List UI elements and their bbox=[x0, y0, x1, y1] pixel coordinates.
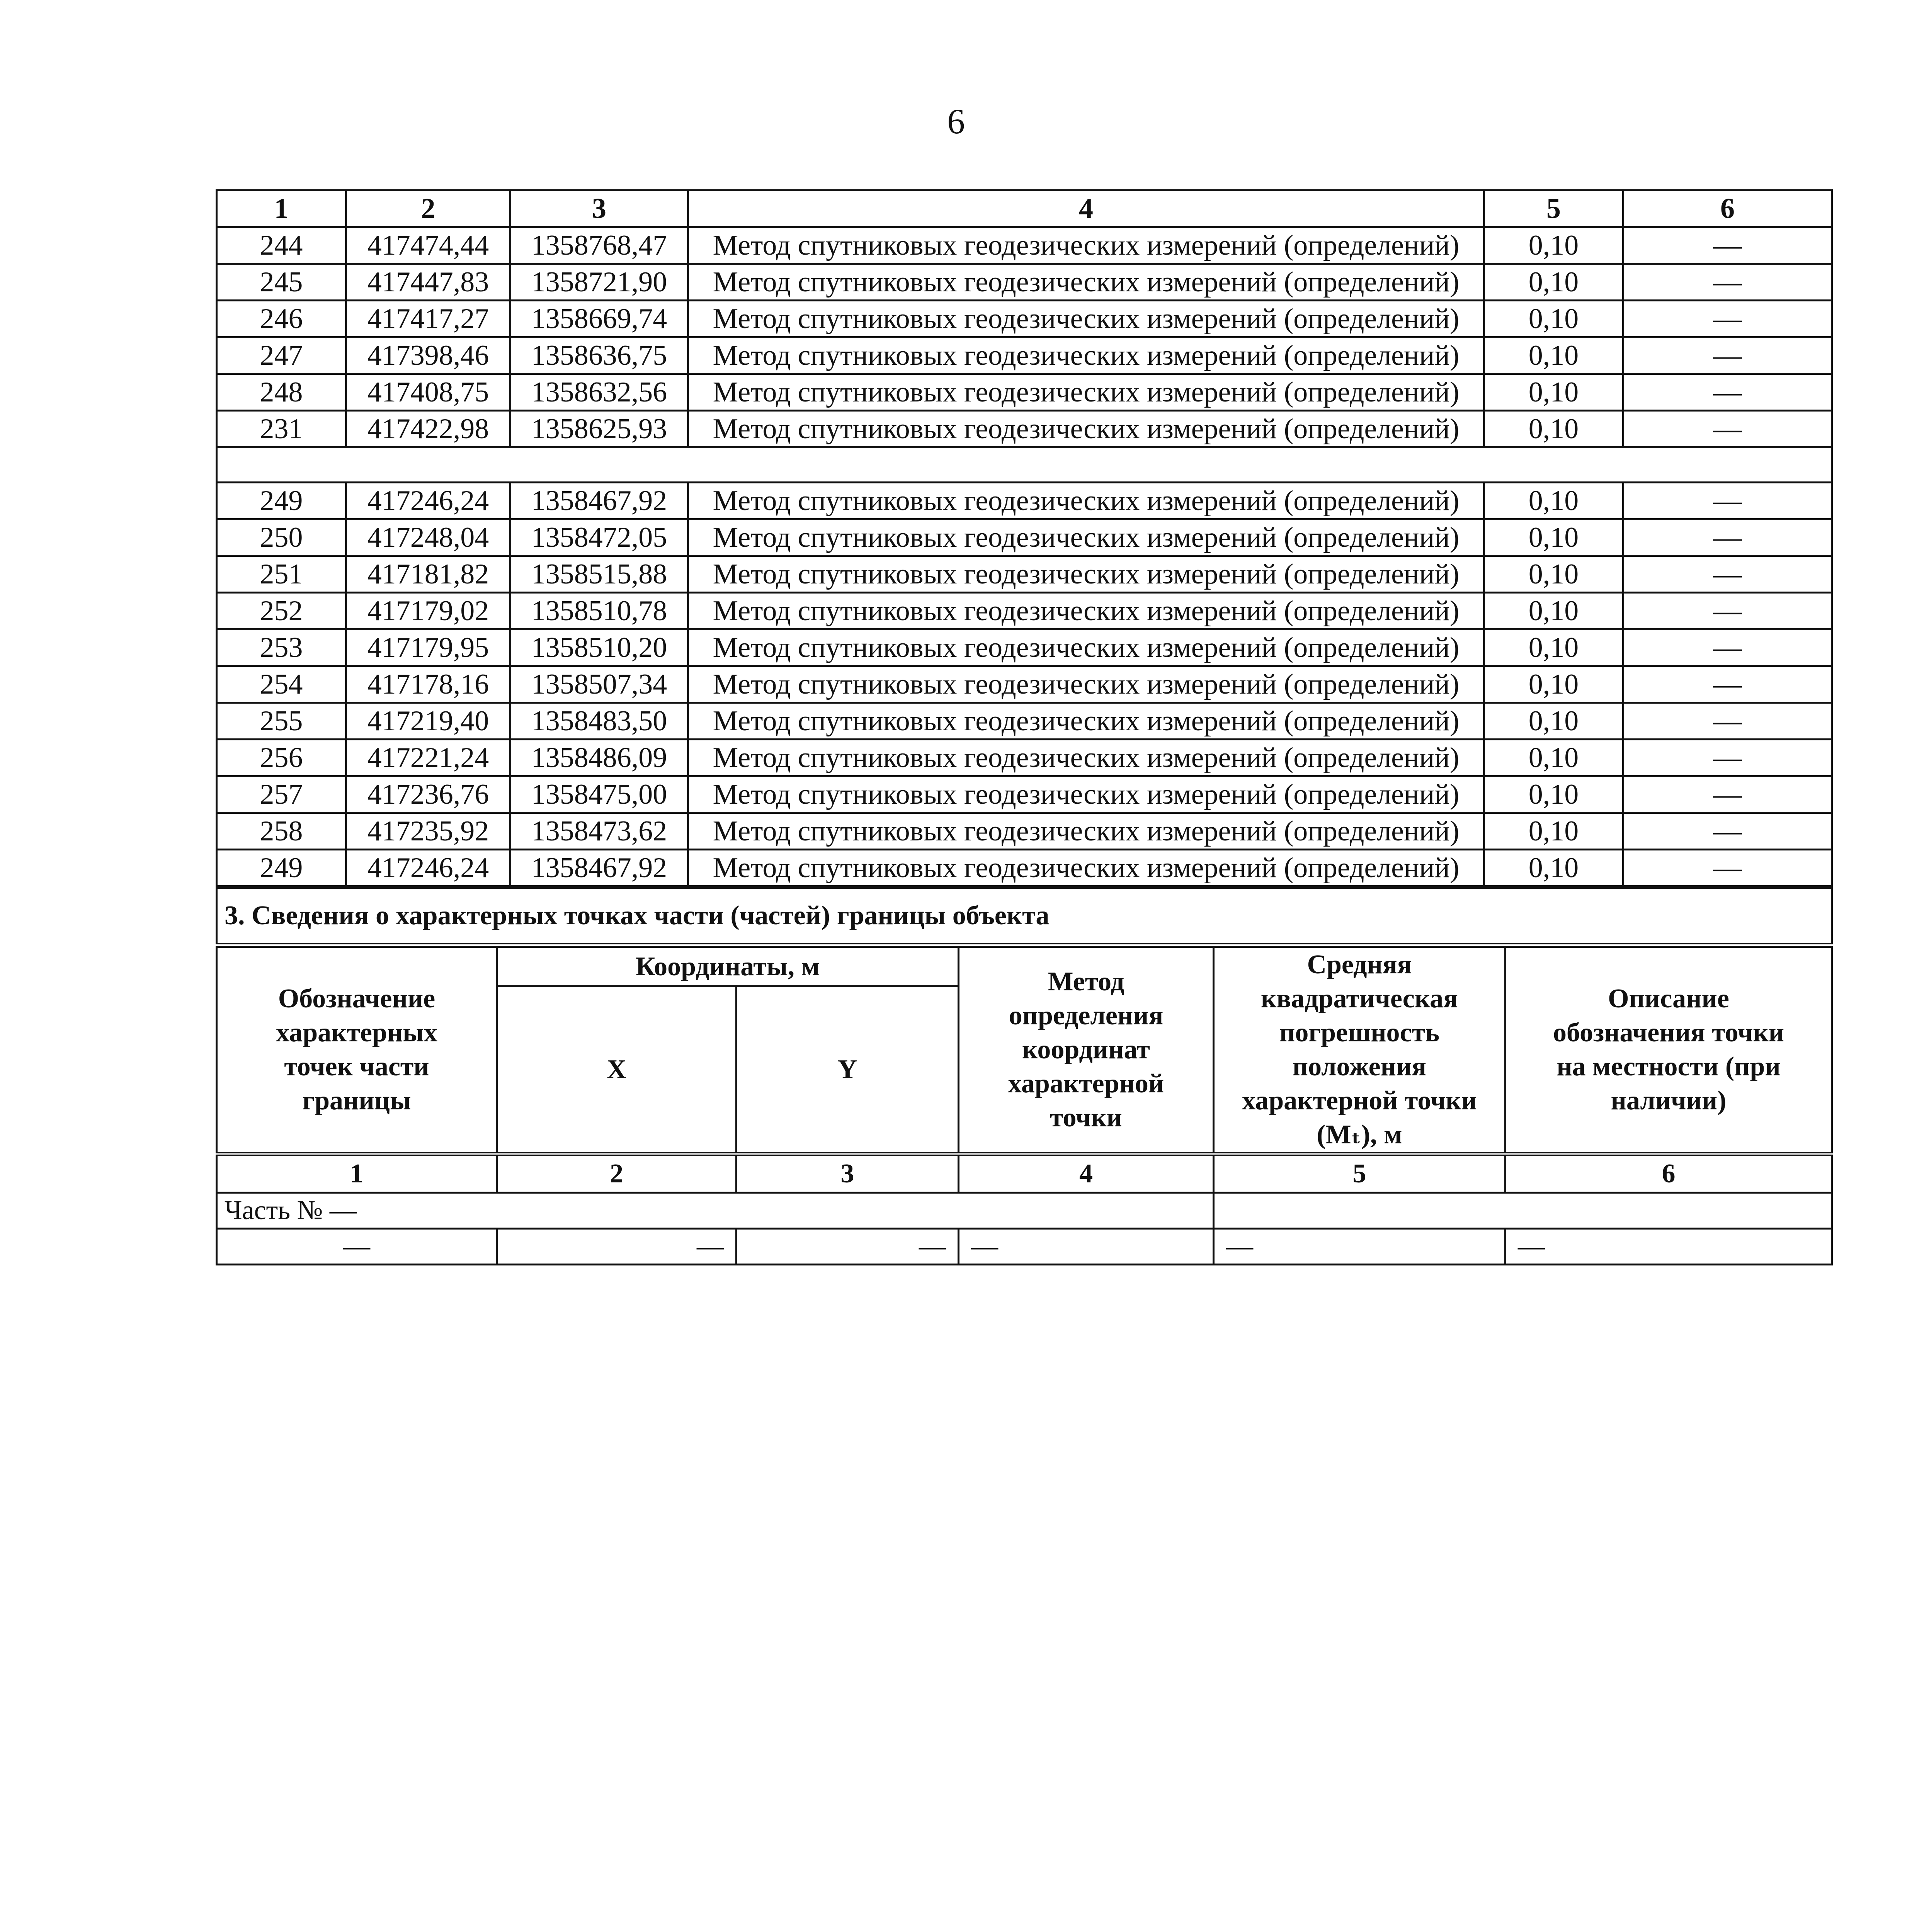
description-cell: — bbox=[1623, 301, 1832, 337]
point-number-cell: 251 bbox=[217, 556, 346, 593]
y-coordinate-cell: 1358507,34 bbox=[510, 666, 688, 703]
accuracy-cell: 0,10 bbox=[1484, 483, 1623, 519]
y-coordinate-cell: 1358669,74 bbox=[510, 301, 688, 337]
method-cell: Метод спутниковых геодезических измерений (определений) bbox=[688, 519, 1484, 556]
method-cell: Метод спутниковых геодезических измерений (определений) bbox=[688, 593, 1484, 629]
method-cell: Метод спутниковых геодезических измерений (определений) bbox=[688, 740, 1484, 776]
description-cell: — bbox=[1623, 740, 1832, 776]
header-text: погрешность bbox=[1279, 1018, 1440, 1048]
header-text: на местности (при bbox=[1556, 1052, 1781, 1082]
table-row bbox=[217, 556, 1832, 593]
method-cell: Метод спутниковых геодезических измерений (определений) bbox=[688, 411, 1484, 447]
table-row bbox=[217, 740, 1832, 776]
method-cell: Метод спутниковых геодезических измерений (определений) bbox=[688, 703, 1484, 740]
header-y: Y bbox=[737, 986, 959, 1154]
point-number-cell: 245 bbox=[217, 264, 346, 301]
point-number-cell: 257 bbox=[217, 776, 346, 813]
accuracy-cell: 0,10 bbox=[1484, 740, 1623, 776]
method-cell: Метод спутниковых геодезических измерений (определений) bbox=[688, 776, 1484, 813]
part-label: Часть № — bbox=[217, 1193, 1214, 1229]
description-cell: — bbox=[1623, 411, 1832, 447]
point-number-cell: 249 bbox=[217, 483, 346, 519]
description-cell: — bbox=[1623, 629, 1832, 666]
header-cell: 6 bbox=[1623, 190, 1832, 227]
x-coordinate-cell: 417179,95 bbox=[346, 629, 510, 666]
method-cell: Метод спутниковых геодезических измерений (определений) bbox=[688, 629, 1484, 666]
method-cell: Метод спутниковых геодезических измерений (определений) bbox=[688, 337, 1484, 374]
table-row bbox=[217, 227, 1832, 264]
table-row bbox=[217, 411, 1832, 447]
accuracy-cell: 0,10 bbox=[1484, 593, 1623, 629]
column-number: 3 bbox=[737, 1154, 959, 1193]
coordinates-table bbox=[216, 189, 1833, 887]
point-number-cell: 249 bbox=[217, 850, 346, 886]
accuracy-cell: 0,10 bbox=[1484, 227, 1623, 264]
header-cell: 4 bbox=[688, 190, 1484, 227]
header-cell: 5 bbox=[1484, 190, 1623, 227]
description-cell: — bbox=[1623, 227, 1832, 264]
header-point-designation bbox=[217, 946, 497, 1154]
method-cell: Метод спутниковых геодезических измерений (определений) bbox=[688, 227, 1484, 264]
method-cell: Метод спутниковых геодезических измерений (определений) bbox=[688, 813, 1484, 850]
header-coordinates: Координаты, м bbox=[497, 946, 959, 986]
x-coordinate-cell: 417235,92 bbox=[346, 813, 510, 850]
y-coordinate-cell: 1358475,00 bbox=[510, 776, 688, 813]
header-text: координат bbox=[1022, 1035, 1150, 1065]
point-number-cell: 246 bbox=[217, 301, 346, 337]
header-method bbox=[959, 946, 1214, 1154]
method-cell: Метод спутниковых геодезических измерений (определений) bbox=[688, 301, 1484, 337]
table-cell: — bbox=[737, 1229, 959, 1265]
table-row bbox=[217, 813, 1832, 850]
accuracy-cell: 0,10 bbox=[1484, 629, 1623, 666]
header-cell: 2 bbox=[346, 190, 510, 227]
table-row bbox=[217, 519, 1832, 556]
y-coordinate-cell: 1358483,50 bbox=[510, 703, 688, 740]
y-coordinate-cell: 1358467,92 bbox=[510, 483, 688, 519]
accuracy-cell: 0,10 bbox=[1484, 374, 1623, 411]
y-coordinate-cell: 1358515,88 bbox=[510, 556, 688, 593]
description-cell: — bbox=[1623, 556, 1832, 593]
y-coordinate-cell: 1358721,90 bbox=[510, 264, 688, 301]
table-cell: — bbox=[497, 1229, 737, 1265]
point-number-cell: 258 bbox=[217, 813, 346, 850]
accuracy-cell: 0,10 bbox=[1484, 666, 1623, 703]
point-number-cell: 250 bbox=[217, 519, 346, 556]
method-cell: Метод спутниковых геодезических измерений (определений) bbox=[688, 556, 1484, 593]
column-number: 2 bbox=[497, 1154, 737, 1193]
description-cell: — bbox=[1623, 374, 1832, 411]
header-cell: 1 bbox=[217, 190, 346, 227]
table-row bbox=[217, 301, 1832, 337]
table-row bbox=[217, 483, 1832, 519]
method-cell: Метод спутниковых геодезических измерений (определений) bbox=[688, 666, 1484, 703]
description-cell: — bbox=[1623, 264, 1832, 301]
method-cell: Метод спутниковых геодезических измерений (определений) bbox=[688, 483, 1484, 519]
separator-cell bbox=[217, 447, 1832, 483]
point-number-cell: 244 bbox=[217, 227, 346, 264]
section3-title: 3. Сведения о характерных точках части (частей) границы объекта bbox=[217, 888, 1832, 946]
y-coordinate-cell: 1358472,05 bbox=[510, 519, 688, 556]
column-number: 1 bbox=[217, 1154, 497, 1193]
accuracy-cell: 0,10 bbox=[1484, 337, 1623, 374]
header-x: X bbox=[497, 986, 737, 1154]
table-row bbox=[217, 264, 1832, 301]
x-coordinate-cell: 417417,27 bbox=[346, 301, 510, 337]
table-cell: — bbox=[1505, 1229, 1832, 1265]
accuracy-cell: 0,10 bbox=[1484, 519, 1623, 556]
y-coordinate-cell: 1358625,93 bbox=[510, 411, 688, 447]
point-number-cell: 248 bbox=[217, 374, 346, 411]
header-error bbox=[1214, 946, 1505, 1154]
y-coordinate-cell: 1358467,92 bbox=[510, 850, 688, 886]
section3-table bbox=[216, 887, 1833, 1265]
accuracy-cell: 0,10 bbox=[1484, 556, 1623, 593]
description-cell: — bbox=[1623, 483, 1832, 519]
y-coordinate-cell: 1358510,78 bbox=[510, 593, 688, 629]
x-coordinate-cell: 417179,02 bbox=[346, 593, 510, 629]
table-row bbox=[217, 703, 1832, 740]
x-coordinate-cell: 417447,83 bbox=[346, 264, 510, 301]
x-coordinate-cell: 417181,82 bbox=[346, 556, 510, 593]
y-coordinate-cell: 1358473,62 bbox=[510, 813, 688, 850]
table-row bbox=[217, 776, 1832, 813]
header-text: точек части bbox=[284, 1052, 429, 1082]
header-text: Средняя bbox=[1307, 950, 1412, 980]
x-coordinate-cell: 417246,24 bbox=[346, 483, 510, 519]
description-cell: — bbox=[1623, 593, 1832, 629]
accuracy-cell: 0,10 bbox=[1484, 703, 1623, 740]
table-row bbox=[217, 374, 1832, 411]
x-coordinate-cell: 417236,76 bbox=[346, 776, 510, 813]
y-coordinate-cell: 1358768,47 bbox=[510, 227, 688, 264]
header-text: характерной bbox=[1008, 1069, 1164, 1099]
method-cell: Метод спутниковых геодезических измерений (определений) bbox=[688, 850, 1484, 886]
table-cell: — bbox=[217, 1229, 497, 1265]
header-cell: 3 bbox=[510, 190, 688, 227]
column-number: 5 bbox=[1214, 1154, 1505, 1193]
accuracy-cell: 0,10 bbox=[1484, 264, 1623, 301]
point-number-cell: 254 bbox=[217, 666, 346, 703]
accuracy-cell: 0,10 bbox=[1484, 411, 1623, 447]
header-text: квадратическая bbox=[1261, 984, 1458, 1014]
accuracy-cell: 0,10 bbox=[1484, 850, 1623, 886]
header-text: характерных bbox=[276, 1018, 437, 1048]
header-text: (Mₜ), м bbox=[1317, 1120, 1402, 1150]
table-row bbox=[217, 629, 1832, 666]
header-text: обозначения точки bbox=[1553, 1018, 1784, 1048]
x-coordinate-cell: 417408,75 bbox=[346, 374, 510, 411]
description-cell: — bbox=[1623, 813, 1832, 850]
table-cell: — bbox=[959, 1229, 1214, 1265]
header-text: точки bbox=[1050, 1103, 1122, 1133]
table-row bbox=[217, 593, 1832, 629]
header-description bbox=[1505, 946, 1832, 1154]
point-number-cell: 256 bbox=[217, 740, 346, 776]
x-coordinate-cell: 417219,40 bbox=[346, 703, 510, 740]
part-empty-cell bbox=[1214, 1193, 1832, 1229]
description-cell: — bbox=[1623, 776, 1832, 813]
table-row bbox=[217, 666, 1832, 703]
header-text: определения bbox=[1009, 1001, 1164, 1031]
table-row bbox=[217, 1229, 1832, 1265]
point-number-cell: 252 bbox=[217, 593, 346, 629]
header-text: границы bbox=[302, 1086, 411, 1116]
contour-separator-row bbox=[217, 447, 1832, 483]
point-number-cell: 255 bbox=[217, 703, 346, 740]
header-text: наличии) bbox=[1611, 1086, 1727, 1116]
x-coordinate-cell: 417474,44 bbox=[346, 227, 510, 264]
y-coordinate-cell: 1358486,09 bbox=[510, 740, 688, 776]
column-number: 4 bbox=[959, 1154, 1214, 1193]
table-header-row bbox=[217, 190, 1832, 227]
accuracy-cell: 0,10 bbox=[1484, 301, 1623, 337]
method-cell: Метод спутниковых геодезических измерений (определений) bbox=[688, 374, 1484, 411]
y-coordinate-cell: 1358636,75 bbox=[510, 337, 688, 374]
table-row bbox=[217, 850, 1832, 886]
header-text: Обозначение bbox=[278, 984, 435, 1014]
description-cell: — bbox=[1623, 337, 1832, 374]
description-cell: — bbox=[1623, 703, 1832, 740]
header-text: положения bbox=[1292, 1052, 1427, 1082]
x-coordinate-cell: 417246,24 bbox=[346, 850, 510, 886]
description-cell: — bbox=[1623, 519, 1832, 556]
point-number-cell: 247 bbox=[217, 337, 346, 374]
y-coordinate-cell: 1358632,56 bbox=[510, 374, 688, 411]
x-coordinate-cell: 417248,04 bbox=[346, 519, 510, 556]
description-cell: — bbox=[1623, 850, 1832, 886]
accuracy-cell: 0,10 bbox=[1484, 776, 1623, 813]
accuracy-cell: 0,10 bbox=[1484, 813, 1623, 850]
table-row bbox=[217, 337, 1832, 374]
header-text: характерной точки bbox=[1242, 1086, 1477, 1116]
header-text: Описание bbox=[1608, 984, 1729, 1014]
method-cell: Метод спутниковых геодезических измерений (определений) bbox=[688, 264, 1484, 301]
x-coordinate-cell: 417398,46 bbox=[346, 337, 510, 374]
point-number-cell: 231 bbox=[217, 411, 346, 447]
column-number: 6 bbox=[1505, 1154, 1832, 1193]
y-coordinate-cell: 1358510,20 bbox=[510, 629, 688, 666]
x-coordinate-cell: 417178,16 bbox=[346, 666, 510, 703]
description-cell: — bbox=[1623, 666, 1832, 703]
part-row bbox=[217, 1193, 1832, 1229]
column-number-row bbox=[217, 1154, 1832, 1193]
x-coordinate-cell: 417422,98 bbox=[346, 411, 510, 447]
header-text: Метод bbox=[1048, 967, 1124, 997]
page-number: 6 bbox=[947, 102, 965, 141]
x-coordinate-cell: 417221,24 bbox=[346, 740, 510, 776]
point-number-cell: 253 bbox=[217, 629, 346, 666]
table-cell: — bbox=[1214, 1229, 1505, 1265]
